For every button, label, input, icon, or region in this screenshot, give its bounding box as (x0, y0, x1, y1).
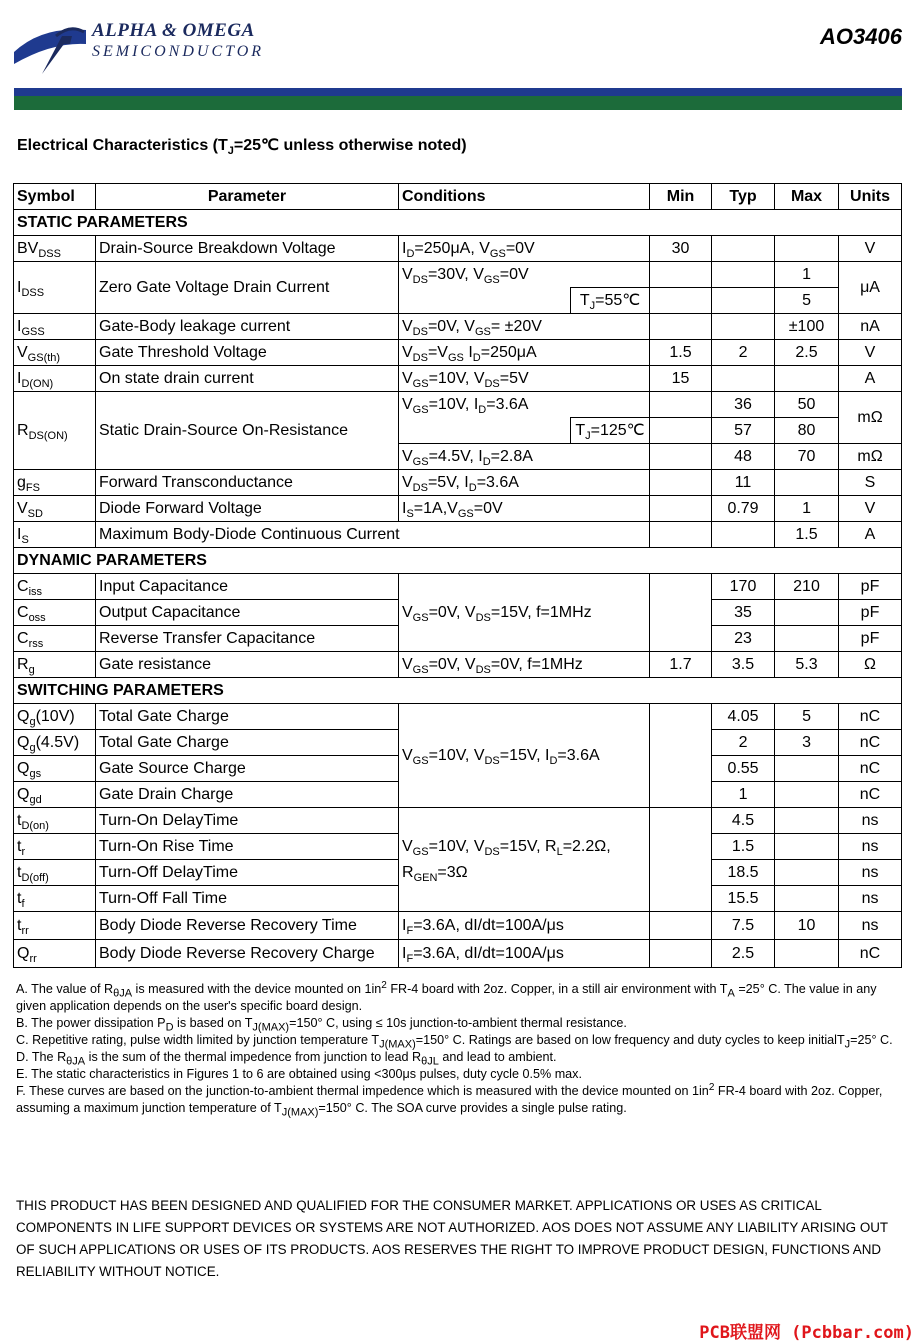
unit-cell: μA (839, 262, 902, 314)
min-cell (650, 522, 712, 548)
typ-cell: 4.5 (712, 808, 775, 834)
condition-cell: $V_{DS}=30V$, $V_{GS}=0V$ (399, 262, 650, 288)
table-row (14, 262, 902, 288)
unit-cell: ns (839, 886, 902, 912)
symbol-cell: $C_{rss}$ (14, 626, 96, 652)
symbol-cell: $C_{iss}$ (14, 574, 96, 600)
param-cell: On state drain current (96, 366, 399, 392)
condition-cell: $I_S=1A,V_{GS}=0V$ (399, 496, 650, 522)
static-parameters-title: STATIC PARAMETERS (14, 210, 902, 236)
typ-cell (712, 262, 775, 288)
table-row (14, 236, 902, 262)
note-a: A. The value of $R_{\theta JA}$ is measured with the device mounted on $1in^2$ FR-4 board with 2oz. Copper, in a still air environment with $T_A =25^\circ$ C. The value in any given application depends on the user's specific board design. (16, 979, 877, 1013)
typ-cell: 2.5 (712, 940, 775, 968)
param-cell: Turn-On DelayTime (96, 808, 399, 834)
unit-cell: pF (839, 574, 902, 600)
min-cell: 1.7 (650, 652, 712, 678)
table-row (14, 912, 902, 940)
min-cell (650, 496, 712, 522)
max-cell: 1.5 (775, 522, 839, 548)
param-cell: Diode Forward Voltage (96, 496, 399, 522)
typ-cell (712, 288, 775, 314)
max-cell (775, 236, 839, 262)
max-cell: 1 (775, 496, 839, 522)
footnotes (16, 981, 896, 1117)
table-row (14, 366, 902, 392)
condition-cell: $I_D=250\mu A$, $V_{GS}=0V$ (399, 236, 650, 262)
typ-cell: 2 (712, 340, 775, 366)
table-header-row (14, 184, 902, 210)
param-cell: Zero Gate Voltage Drain Current (96, 262, 399, 314)
condition-cell: $V_{GS}=10V$, $V_{DS}=5V$ (399, 366, 650, 392)
condition-cell: $V_{GS}=10V$, $V_{DS}=15V$, $I_D=3.6A$ (399, 704, 650, 808)
table-row (14, 574, 902, 600)
param-cell: Gate resistance (96, 652, 399, 678)
min-cell (650, 574, 712, 652)
condition-cell: $V_{GS}=4.5V$, $I_D=2.8A$ (399, 444, 650, 470)
max-cell (775, 886, 839, 912)
param-cell: Gate Threshold Voltage (96, 340, 399, 366)
company-subtitle: SEMICONDUCTOR (92, 43, 265, 60)
section-title: Electrical Characteristics ($T_J=25℃$ unless otherwise noted) (17, 137, 467, 158)
note-d: D. The $R_{\theta JA}$ is the sum of the thermal impedence from junction to lead $R_{\theta JL}$ and lead to ambient. (16, 1050, 557, 1068)
unit-cell: nC (839, 756, 902, 782)
max-cell: 5 (775, 704, 839, 730)
param-cell: Drain-Source Breakdown Voltage (96, 236, 399, 262)
unit-cell: V (839, 496, 902, 522)
symbol-cell: $Q_g(4.5V)$ (14, 730, 96, 756)
tj-condition-cell: $T_J=125℃$ (571, 418, 650, 444)
max-cell (775, 782, 839, 808)
max-cell (775, 366, 839, 392)
param-cell: Output Capacitance (96, 600, 399, 626)
min-cell (650, 808, 712, 912)
section-row-dynamic (14, 548, 902, 574)
min-cell (650, 470, 712, 496)
param-cell: Turn-Off DelayTime (96, 860, 399, 886)
watermark: PCB联盟网 (Pcbbar.com) (699, 1323, 914, 1343)
condition-cell: $V_{DS}=0V$, $V_{GS}= \pm 20V$ (399, 314, 650, 340)
condition-cell: $V_{GS}=10V$, $V_{DS}=15V$, $R_L=2.2\Omega$, $R_{GEN}=3\Omega$ (399, 808, 650, 912)
typ-cell: 7.5 (712, 912, 775, 940)
header-typ: Typ (712, 184, 775, 210)
max-cell (775, 626, 839, 652)
company-name: ALPHA & OMEGA (92, 20, 255, 41)
table-row (14, 314, 902, 340)
unit-cell: ns (839, 860, 902, 886)
max-cell: 5 (775, 288, 839, 314)
table-row (14, 340, 902, 366)
unit-cell: ns (839, 834, 902, 860)
table-row (14, 470, 902, 496)
unit-cell: pF (839, 600, 902, 626)
unit-cell: nC (839, 940, 902, 968)
condition-cell: $I_F=3.6A$, dI/dt=100A/μs (399, 940, 650, 968)
header-bar-green (14, 96, 902, 110)
param-cell: Turn-On Rise Time (96, 834, 399, 860)
typ-cell (712, 522, 775, 548)
typ-cell: 1 (712, 782, 775, 808)
max-cell: 1 (775, 262, 839, 288)
symbol-cell: $I_{D(ON)}$ (14, 366, 96, 392)
unit-cell: mΩ (839, 392, 902, 444)
table-row (14, 940, 902, 968)
section-row-static (14, 210, 902, 236)
section-row-switching (14, 678, 902, 704)
max-cell (775, 834, 839, 860)
symbol-cell: $t_{rr}$ (14, 912, 96, 940)
typ-cell: 1.5 (712, 834, 775, 860)
unit-cell: ns (839, 808, 902, 834)
symbol-cell: $I_{DSS}$ (14, 262, 96, 314)
header-conditions: Conditions (399, 184, 650, 210)
symbol-cell: $I_{GSS}$ (14, 314, 96, 340)
param-cell: Static Drain-Source On-Resistance (96, 392, 399, 470)
max-cell (775, 470, 839, 496)
header-min: Min (650, 184, 712, 210)
max-cell: 80 (775, 418, 839, 444)
condition-cell: $V_{GS}=0V$, $V_{DS}=15V$, f=1MHz (399, 574, 650, 652)
unit-cell: pF (839, 626, 902, 652)
min-cell (650, 392, 712, 418)
disclaimer: THIS PRODUCT HAS BEEN DESIGNED AND QUALIFIED FOR THE CONSUMER MARKET. APPLICATIONS OR USES AS CRITICAL COMPONENTS IN LIFE SUPPORT DEVICES OR SYSTEMS ARE NOT AUTHORIZED. AOS DOES NOT ASSUME ANY LIABILITY ARISING OUT OF SUCH APPLICATIONS OR USES OF ITS PRODUCTS. AOS RESERVES THE RIGHT TO IMPROVE PRODUCT DESIGN, FUNCTIONS AND RELIABILITY WITHOUT NOTICE. (16, 1198, 888, 1279)
param-cell: Total Gate Charge (96, 730, 399, 756)
typ-cell: 0.55 (712, 756, 775, 782)
param-cell: Forward Transconductance (96, 470, 399, 496)
typ-cell: 23 (712, 626, 775, 652)
typ-cell: 2 (712, 730, 775, 756)
unit-cell: A (839, 366, 902, 392)
table-row (14, 704, 902, 730)
typ-cell: 36 (712, 392, 775, 418)
max-cell: 50 (775, 392, 839, 418)
typ-cell: 170 (712, 574, 775, 600)
note-e: E. The static characteristics in Figures 1 to 6 are obtained using <300μs pulses, duty cycle 0.5% max. (16, 1067, 582, 1081)
symbol-cell: $I_S$ (14, 522, 96, 548)
note-f: F. These curves are based on the junction-to-ambient thermal impedence which is measured with the device mounted on $1in^2$ FR-4 board with 2oz. Copper, assuming a maximum junction temperature of $T_{J(MAX)}=150^\circ$ C. The SOA curve provides a single pulse rating. (16, 1081, 883, 1119)
dynamic-parameters-title: DYNAMIC PARAMETERS (14, 548, 902, 574)
symbol-cell: $V_{GS(th)}$ (14, 340, 96, 366)
condition-cell (399, 418, 571, 444)
table-row (14, 496, 902, 522)
symbol-cell: $t_{D(off)}$ (14, 860, 96, 886)
unit-cell: S (839, 470, 902, 496)
param-cell: Gate-Body leakage current (96, 314, 399, 340)
min-cell: 30 (650, 236, 712, 262)
typ-cell: 15.5 (712, 886, 775, 912)
unit-cell: nC (839, 704, 902, 730)
typ-cell: 11 (712, 470, 775, 496)
condition-cell: $V_{GS}=10V$, $I_D=3.6A$ (399, 392, 650, 418)
typ-cell: 4.05 (712, 704, 775, 730)
unit-cell: Ω (839, 652, 902, 678)
typ-cell: 35 (712, 600, 775, 626)
max-cell (775, 860, 839, 886)
typ-cell: 3.5 (712, 652, 775, 678)
symbol-cell: $V_{SD}$ (14, 496, 96, 522)
unit-cell: ns (839, 912, 902, 940)
typ-cell (712, 314, 775, 340)
min-cell (650, 314, 712, 340)
header-units: Units (839, 184, 902, 210)
max-cell (775, 756, 839, 782)
min-cell: 15 (650, 366, 712, 392)
param-cell: Turn-Off Fall Time (96, 886, 399, 912)
min-cell: 1.5 (650, 340, 712, 366)
unit-cell: V (839, 340, 902, 366)
max-cell (775, 940, 839, 968)
typ-cell: 0.79 (712, 496, 775, 522)
unit-cell: A (839, 522, 902, 548)
symbol-cell: $t_{D(on)}$ (14, 808, 96, 834)
table-row (14, 808, 902, 834)
unit-cell: mΩ (839, 444, 902, 470)
min-cell (650, 940, 712, 968)
min-cell (650, 444, 712, 470)
header-bar-blue (14, 88, 902, 96)
unit-cell: nA (839, 314, 902, 340)
max-cell (775, 808, 839, 834)
min-cell (650, 262, 712, 288)
min-cell (650, 288, 712, 314)
param-cell: Body Diode Reverse Recovery Charge (96, 940, 399, 968)
param-cell: Gate Source Charge (96, 756, 399, 782)
typ-cell (712, 366, 775, 392)
part-number: AO3406 (820, 24, 902, 49)
table-row (14, 652, 902, 678)
header-symbol: Symbol (14, 184, 96, 210)
table-row (14, 522, 902, 548)
note-c: C. Repetitive rating, pulse width limited by junction temperature $T_{J(MAX)}=150^\circ$ C. Ratings are based on low frequency and duty cycles to keep initialT$_J$=25° C. (16, 1033, 893, 1051)
max-cell: 2.5 (775, 340, 839, 366)
typ-cell (712, 236, 775, 262)
max-cell: 70 (775, 444, 839, 470)
param-cell: Maximum Body-Diode Continuous Current (96, 522, 650, 548)
condition-cell: $V_{GS}=0V$, $V_{DS}=0V$, f=1MHz (399, 652, 650, 678)
unit-cell: nC (839, 730, 902, 756)
param-cell: Input Capacitance (96, 574, 399, 600)
condition-cell (399, 288, 571, 314)
unit-cell: nC (839, 782, 902, 808)
switching-parameters-title: SWITCHING PARAMETERS (14, 678, 902, 704)
max-cell: ±100 (775, 314, 839, 340)
max-cell (775, 600, 839, 626)
symbol-cell: $R_{DS(ON)}$ (14, 392, 96, 470)
max-cell: 3 (775, 730, 839, 756)
header-parameter: Parameter (96, 184, 399, 210)
param-cell: Reverse Transfer Capacitance (96, 626, 399, 652)
param-cell: Gate Drain Charge (96, 782, 399, 808)
table-row (14, 392, 902, 418)
param-cell: Body Diode Reverse Recovery Time (96, 912, 399, 940)
symbol-cell: $Q_g(10V)$ (14, 704, 96, 730)
typ-cell: 48 (712, 444, 775, 470)
condition-cell: $V_{DS}=V_{GS}$ $I_D=250\mu A$ (399, 340, 650, 366)
symbol-cell: $Q_{gd}$ (14, 782, 96, 808)
symbol-cell: $Q_{rr}$ (14, 940, 96, 968)
min-cell (650, 704, 712, 808)
symbol-cell: $BV_{DSS}$ (14, 236, 96, 262)
symbol-cell: $t_r$ (14, 834, 96, 860)
min-cell (650, 418, 712, 444)
typ-cell: 57 (712, 418, 775, 444)
max-cell: 10 (775, 912, 839, 940)
symbol-cell: $t_f$ (14, 886, 96, 912)
tj-condition-cell: $T_J=55℃$ (571, 288, 650, 314)
note-b: B. The power dissipation $P_D$ is based on $T_{J(MAX)}=150^\circ$ C, using ≤ 10s junction-to-ambient thermal resistance. (16, 1016, 627, 1034)
min-cell (650, 912, 712, 940)
electrical-characteristics-table (13, 183, 902, 968)
symbol-cell: $Q_{gs}$ (14, 756, 96, 782)
symbol-cell: $C_{oss}$ (14, 600, 96, 626)
symbol-cell: $R_g$ (14, 652, 96, 678)
condition-cell: $I_F=3.6A$, dI/dt=100A/μs (399, 912, 650, 940)
typ-cell: 18.5 (712, 860, 775, 886)
max-cell: 5.3 (775, 652, 839, 678)
param-cell: Total Gate Charge (96, 704, 399, 730)
unit-cell: V (839, 236, 902, 262)
symbol-cell: $g_{FS}$ (14, 470, 96, 496)
header-max: Max (775, 184, 839, 210)
max-cell: 210 (775, 574, 839, 600)
condition-cell: $V_{DS}=5V$, $I_D=3.6A$ (399, 470, 650, 496)
